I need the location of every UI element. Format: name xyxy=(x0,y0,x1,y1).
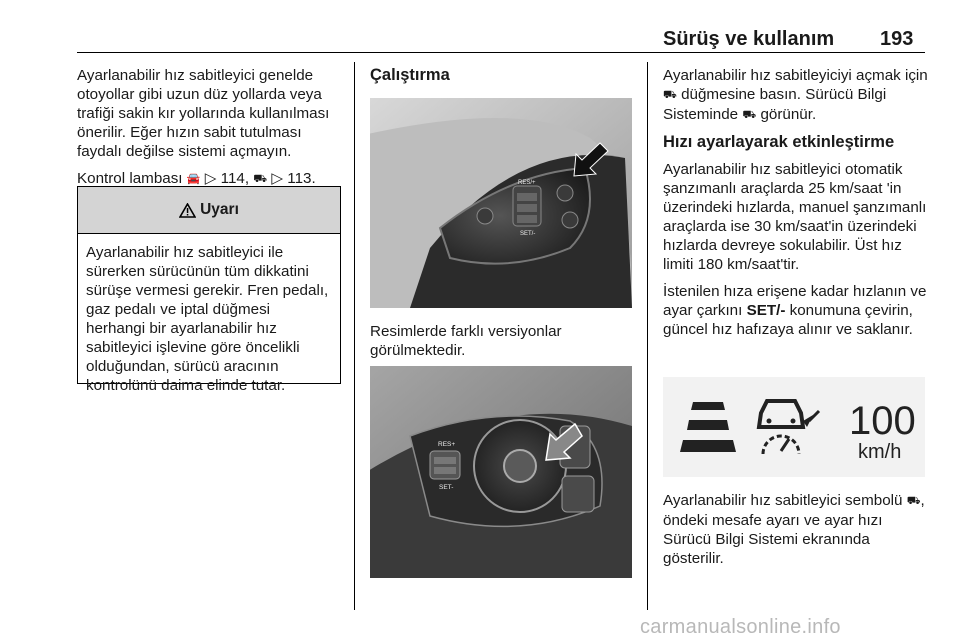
symbol-paragraph: Ayarlanabilir hız sabitleyici sembolü ⛟, öndeki mesafe ayarı ve ayar hızı Sürücü Bilgi Sistemi ekranında gösterilir. xyxy=(663,492,925,567)
set-speed-readout: 100 xyxy=(849,399,916,443)
column-1 xyxy=(77,66,347,197)
warning-title: Uyarı xyxy=(200,201,239,218)
column-divider xyxy=(354,62,355,610)
adaptive-cruise-icon: ⛟ xyxy=(742,109,757,121)
image-caption: Resimlerde farklı versiyonlar görülmektedir. xyxy=(370,323,562,359)
adaptive-cruise-icon: ⛟ xyxy=(663,89,677,101)
warning-header xyxy=(78,187,340,234)
activation-heading: Hızı ayarlayarak etkinleştirme xyxy=(663,133,895,151)
set-minus-label: SET/- xyxy=(746,302,786,319)
intro-paragraph: Ayarlanabilir hız sabitleyici genelde otoyollar gibi uzun düz yollarda veya trafiği sakin kır yollarında kullanılması önerilir. Eğer hızın sabit tutulması faydalı değilse sistemi açmayın. xyxy=(77,67,330,160)
page-ref-arrow-icon: ▷ xyxy=(204,170,217,187)
steering-wheel-controls-photo-2 xyxy=(370,366,632,578)
set-speed-paragraph: İstenilen hıza erişene kadar hızlanın ve ayar çarkını SET/- konumuna çevirin, güncel hız hafızaya alınır ve saklanır. xyxy=(663,283,927,338)
page-ref-arrow-icon: ▷ xyxy=(271,170,284,187)
speed-range-paragraph: Ayarlanabilir hız sabitleyici otomatik şanzımanlı araçlarda 25 km/saat 'in üzerindeki hızlarda, manuel şanzımanlı araçlarda ise 30 km/saat'in üzerindeki hızlarda devreye sokulabilir. Üst hız limiti 180 km/saat'tir. xyxy=(663,161,927,273)
driver-info-display xyxy=(663,377,925,477)
adaptive-cruise-icon: ⛟ xyxy=(253,173,268,185)
column-3 xyxy=(663,66,928,347)
steering-wheel-controls-photo-1 xyxy=(370,98,632,308)
turn-on-paragraph: Ayarlanabilir hız sabitleyiciyi açmak için ⛟ düğmesine basın. Sürücü Bilgi Sisteminde ⛟ görünür. xyxy=(663,67,928,123)
car-lamp-icon: 🚘 xyxy=(186,173,201,185)
following-distance-icon xyxy=(691,402,725,410)
res-label: RES+ xyxy=(438,441,456,448)
watermark: carmanualsonline.info xyxy=(640,616,841,638)
section-title: Sürüş ve kullanım xyxy=(663,28,835,50)
page-ref-link[interactable]: 113. xyxy=(287,170,316,187)
operation-heading: Çalıştırma xyxy=(370,66,450,84)
control-lamp-paragraph: Kontrol lambası 🚘 ▷ 114, ⛟ ▷ 113. xyxy=(77,170,316,187)
res-label: RES/+ xyxy=(518,180,536,186)
header-rule xyxy=(77,52,925,53)
set-label: SET/- xyxy=(520,231,536,237)
adaptive-cruise-icon: ⛟ xyxy=(906,495,921,507)
page-ref-link[interactable]: 114, xyxy=(220,170,250,187)
warning-text: Ayarlanabilir hız sabitleyici ile sürerken sürücünün tüm dikkatini sürüşe vermesi gerekir. Fren pedalı, gaz pedalı ve iptal düğmesi herhangi bir ayarlanabilir hız sabitleyici işlevine göre öncelikli olduğundan, sürücü aracının kontrolünü daima elinde tutar. xyxy=(86,244,329,394)
warning-triangle-icon xyxy=(179,203,196,218)
column-2 xyxy=(370,66,635,93)
warning-box xyxy=(77,186,341,394)
speed-unit: km/h xyxy=(858,441,902,463)
page-number: 193 xyxy=(880,28,914,50)
column-divider xyxy=(647,62,648,610)
set-label: SET- xyxy=(439,484,454,491)
